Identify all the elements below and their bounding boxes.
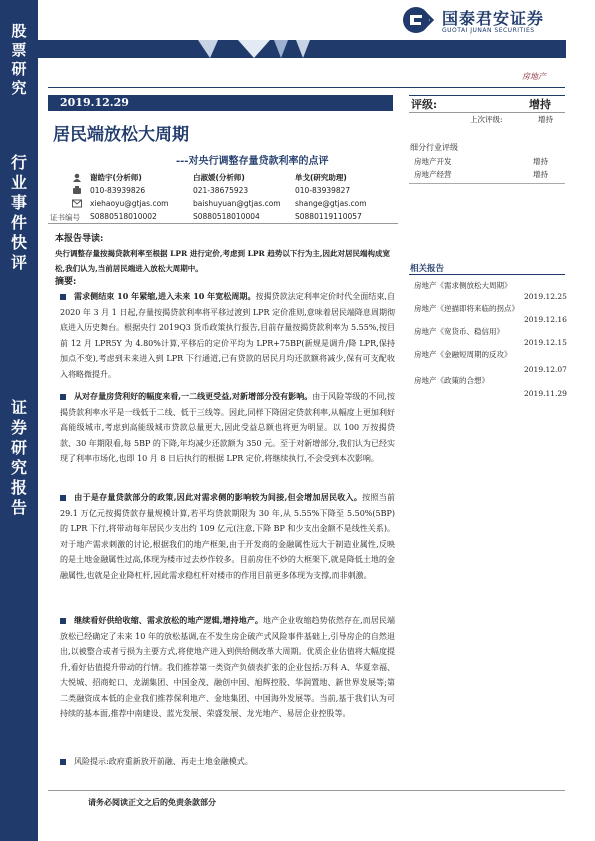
abstract-paragraph-1 <box>60 289 395 382</box>
sub-rating-value: 增持 <box>533 157 548 166</box>
cert-label: 证书编号 <box>50 213 80 222</box>
analyst-cert: S0880518010004 <box>193 212 260 221</box>
sub-rating-name: 房地产经营 <box>414 170 452 179</box>
paragraph-body: 按揭贷款法定利率定价时代全面结束,自 2020 年 3 月 1 日起,存量按揭贷款利率将平移过渡到 LPR 定价准则,意味着居民端降息周期彻底进入历史舞台。根据央行 2019Q3 货币政策执行报告,目前存量按揭贷款利率为 5.55%,按目前 12 月 LPR5Y 为 4.80%计算,平移后的定价平均为 LPR+75BP(新规是调升/降 LPR,保持加点不变),考虑到未来进入到 LPR 下行通道,已有贷款的居民月均还款额将减少,保有可支配收入将略微提升。 <box>60 292 395 379</box>
sub-ratings-title: 细分行业评级 <box>410 143 458 152</box>
related-report-link[interactable]: 房地产《宽货币、稳信用》 <box>414 327 504 336</box>
analyst-email[interactable]: shange@gtjas.com <box>295 199 367 208</box>
sidebar-char: 究 <box>11 79 27 97</box>
risk-warning: 风险提示:政府重新放开前融、再走土地金融模式。 <box>74 757 253 766</box>
rating-box <box>409 95 565 113</box>
sidebar-char: 快 <box>10 233 27 252</box>
sub-rating-name: 房地产开发 <box>414 157 452 166</box>
guide-text: 央行调整存量按揭贷款利率至根据 LPR 进行定价,考虑到 LPR 趋势以下行为主,因此对居民端构成宽松,我们认为,当前居民端进入放松大周期中。 <box>55 249 390 273</box>
paragraph-body: 地产企业收缩趋势依然存在,而居民端放松已经确定了未来 10 年的放松基调,在不发生房企破产式风险事件基础上,引导房企的自然退出,以被整合或者亏损为主要方式,将使地产进入到供给侧改革大周期。优质企业估值将大幅度提升,看好估值提升带动的行情。我们推荐第一类资产负债表扩张的企业包括:万科 A、华夏幸福、大悦城、招商蛇口、龙湖集团、中国金茂、融创中国、旭辉控股、华润置地、新世界发展等;第二类融资成本低的企业我们推荐保利地产、金地集团、中国海外发展等。当前,基于我们认为可持续的基本面,推荐中南建设、蓝光发展、荣盛发展、龙光地产、易居企业控股等。 <box>60 616 395 718</box>
related-report-date: 2019.12.15 <box>524 338 567 347</box>
sector-tag: 房地产 <box>522 72 546 81</box>
analyst-divider <box>48 223 398 224</box>
left-sidebar <box>0 0 38 841</box>
sidebar-char: 件 <box>10 213 27 232</box>
paragraph-body: 按照当前 29.1 万亿元按揭贷款存量规模计算,若平均贷款期限为 30 年,从 5.55%下降至 5.50%(5BP)的 LPR 下行,将带动每年居民少支出约 109 亿元(注意,下降 BP 和少支出金额不是线性关系)。对于地产需求刺激的讨论,根据我们的地产框架,由于开发商的金融属性远大于制造业属性,反映的是土地金融属性过高,体现为楼市过去炒作较多。目前房住不炒的大框架下,就是降低土地的金融属性,也就是企业降杠杆,因此需求稳杠杆对楼市的作用目前更多体现为支撑,而非刺激。 <box>60 493 395 580</box>
sidebar-label-securities-report <box>0 398 38 518</box>
rating-label: 评级: <box>411 98 438 111</box>
prev-rating-value: 增持 <box>538 115 553 124</box>
related-report-link[interactable]: 房地产《需求侧放松大周期》 <box>414 281 512 290</box>
sidebar-char: 评 <box>10 253 27 272</box>
sidebar-char: 票 <box>11 41 27 59</box>
related-report-link[interactable]: 房地产《金融短周期的反攻》 <box>414 350 512 359</box>
footer-divider <box>48 790 565 791</box>
analyst-name: 谢皓宇(分析师) <box>90 173 142 182</box>
related-report-link[interactable]: 房地产《逆描即将来临的拐点》 <box>414 304 519 313</box>
analyst-2 <box>193 171 281 223</box>
related-report-date: 2019.12.25 <box>524 292 567 301</box>
abstract-paragraph-3 <box>60 490 395 583</box>
sidebar-char: 报 <box>10 478 27 497</box>
company-logo-subtext: GUOTAI JUNAN SECURITIES <box>442 27 535 34</box>
related-report-date: 2019.12.07 <box>524 365 567 374</box>
paragraph-lead: 需求侧结束 10 年紧缩,进入未来 10 年宽松周期。 <box>74 291 256 301</box>
paragraph-lead: 继续看好供给收缩、需求放松的地产逻辑,增持地产。 <box>74 615 264 625</box>
sidebar-char: 研 <box>11 60 27 78</box>
analyst-phone: 010-83939826 <box>90 186 146 195</box>
person-icon <box>72 173 82 182</box>
company-logo-text: 国泰君安证券 <box>442 9 545 28</box>
related-report-date: 2019.12.16 <box>524 315 567 324</box>
related-reports-title: 相关报告 <box>410 264 445 274</box>
analyst-email[interactable]: baishuyuan@gtjas.com <box>193 199 281 208</box>
sidebar-char: 事 <box>10 193 27 212</box>
sidebar-char: 业 <box>10 173 27 192</box>
header-band <box>38 40 566 58</box>
sidebar-char: 究 <box>10 458 27 477</box>
report-subtitle: ---对央行调整存量贷款利率的点评 <box>176 156 329 167</box>
abstract-paragraph-4 <box>60 613 395 722</box>
email-icon <box>72 199 82 208</box>
analyst-phone: 021-38675923 <box>193 186 249 195</box>
paragraph-body: 由于风险等级的不同,按揭贷款利率水平是一线低于二线、低于三线等。因此,同样下降固定贷款利率,从幅度上更加利好高能级城市,考虑到高能级城市贷款总量更大,因此受益总额也将更为明显。以 100 万按揭贷款、30 年期限看,每 5BP 的下降,年均减少还款额为 350 元。至于对新增部分,我们认为已经实现了利率市场化,也即 10 月 8 日后执行的根据 LPR 定价,将继续执行,不会受到本次影响。 <box>60 392 395 463</box>
abstract-paragraph-2 <box>60 389 395 467</box>
sidebar-char: 股 <box>11 22 27 40</box>
guide-title: 本报告导读: <box>55 234 104 244</box>
report-date: 2019.12.29 <box>48 95 393 111</box>
analyst-email[interactable]: xiehaoyu@gtjas.com <box>90 199 169 208</box>
analyst-name: 白淑媛(分析师) <box>193 173 245 182</box>
sidebar-char: 研 <box>10 438 27 457</box>
abstract-paragraph-5 <box>60 754 395 770</box>
prev-rating-label: 上次评级: <box>470 115 503 124</box>
report-title: 居民端放松大周期 <box>53 125 189 145</box>
company-logo-icon <box>402 6 436 34</box>
sidebar-char: 告 <box>10 498 27 517</box>
analyst-phone: 010-83939827 <box>295 186 351 195</box>
analyst-3 <box>295 171 367 223</box>
paragraph-lead: 从对存量房贷利好的幅度来看,一二线更受益,对新增部分没有影响。 <box>74 391 313 401</box>
abstract-title: 摘要: <box>55 277 77 287</box>
analyst-cert: S0880119110057 <box>295 212 362 221</box>
paragraph-lead: 由于是存量贷款部分的政策,因此对需求侧的影响较为间接,但会增加居民收入。 <box>74 492 363 502</box>
analyst-1 <box>90 171 168 223</box>
sub-ratings-divider <box>409 183 565 184</box>
rating-value: 增持 <box>529 98 551 111</box>
sub-rating-value: 增持 <box>533 170 548 179</box>
sidebar-char: 证 <box>10 398 27 417</box>
sidebar-char: 行 <box>10 153 27 172</box>
related-report-date: 2019.11.29 <box>524 389 567 398</box>
sidebar-label-industry-event <box>0 153 38 273</box>
analyst-cert: S0880518010002 <box>90 212 157 221</box>
related-report-link[interactable]: 房地产《政策的合想》 <box>414 376 489 385</box>
footer-disclaimer: 请务必阅读正文之后的免责条款部分 <box>88 797 216 807</box>
phone-icon <box>72 186 82 195</box>
header-divider <box>48 87 565 88</box>
diamond-decoration-icon <box>38 40 566 58</box>
analyst-name: 单戈(研究助理) <box>295 173 347 182</box>
sidebar-char: 券 <box>10 418 27 437</box>
related-divider <box>409 274 565 275</box>
sidebar-label-stock-research <box>0 22 38 98</box>
